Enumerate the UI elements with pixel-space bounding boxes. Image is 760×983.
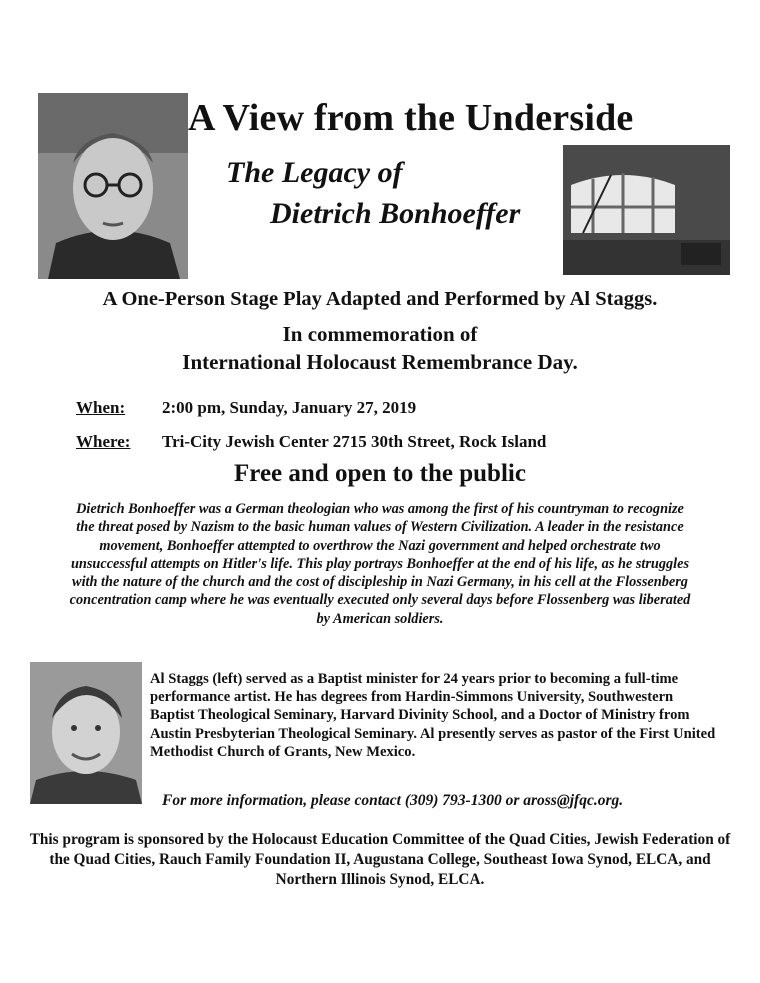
play-description: Dietrich Bonhoeffer was a German theologian who was among the first of his countryman to recognize the threat posed by Nazism to the basic human values of Western Civilization. A leader in the resistance movement, Bonhoeffer attempted to overthrow the Nazi government and helped orchestrate two unsuccessful attempts on Hitler's life. This play portrays Bonhoeffer at the end of his life, as he struggles with the nature of the church and the cost of discipleship in Nazi Germany, in his cell at the Flossenberg concentration camp where he was eventually executed only several days before Flossenberg was liberated by American soldiers. [69,501,691,627]
person-photo-icon [30,662,142,804]
subtitle-line-1: The Legacy of [226,156,403,189]
when-label: When: [76,398,126,417]
al-staggs-photo [30,662,142,804]
free-admission-heading: Free and open to the public [234,460,526,487]
page-title: A View from the Underside [188,97,634,139]
contact-info: For more information, please contact (309) 793-1300 or aross@jfqc.org. [162,792,624,809]
portrait-icon [38,93,188,279]
cell-window-photo [563,145,730,275]
commemoration-line-2: International Holocaust Remembrance Day. [182,350,578,374]
where-label: Where: [76,432,131,451]
subtitle-line-2: Dietrich Bonhoeffer [270,197,521,230]
window-icon [563,145,730,275]
performer-bio: Al Staggs (left) served as a Baptist minister for 24 years prior to becoming a full-time performance artist. He has degrees from Hardin-Simmons University, Southwestern Baptist Theological Seminary, Harvard Divinity School, and a Doctor of Ministry from Austin Presbyterian Theological Seminary. Al presently serves as pastor of the First United Methodist Church of Grants, New Mexico. [150,671,716,760]
where-value: Tri-City Jewish Center 2715 30th Street, Rock Island [162,432,547,451]
sponsors-text: This program is sponsored by the Holocaust Education Committee of the Quad Cities, Jewish Federation of the Quad Cities, Rauch Family Foundation II, Augustana College, Southeast Iowa Synod, ELCA, and Northern Illinois Synod, ELCA. [29,831,731,888]
when-value: 2:00 pm, Sunday, January 27, 2019 [162,398,417,417]
tagline: A One-Person Stage Play Adapted and Performed by Al Staggs. [102,288,658,310]
bonhoeffer-photo [38,93,188,279]
commemoration-line-1: In commemoration of [282,322,478,346]
